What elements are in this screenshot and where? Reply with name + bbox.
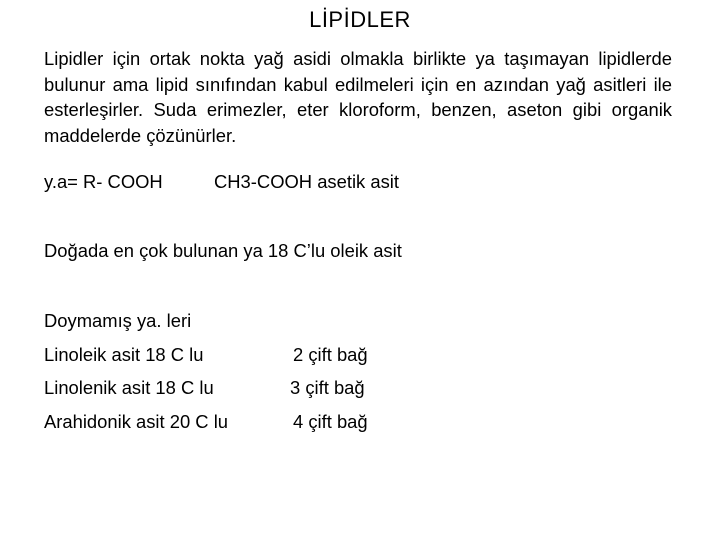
intro-paragraph: Lipidler için ortak nokta yağ asidi olmakla birlikte ya taşımayan lipidlerde bulunur ama lipid sınıfından kabul edilmeleri için en azından yağ asitleri ile esterleşirler. Suda erimezler, eter kloroform, benzen, aseton gibi organik maddelerde çözünürler. xyxy=(44,48,672,146)
fatty-acid-name: Arahidonik asit 20 C lu xyxy=(44,411,229,432)
fatty-acid-row xyxy=(44,343,368,367)
general-formula: y.a= R- COOH xyxy=(44,171,163,192)
fatty-acid-row xyxy=(44,410,368,434)
formula-line xyxy=(44,170,399,194)
double-bond-count: 2 çift bağ xyxy=(293,344,368,365)
fatty-acid-row xyxy=(44,376,365,400)
slide-body xyxy=(44,46,672,432)
double-bond-count: 4 çift bağ xyxy=(293,411,368,432)
slide-title: LİPİDLER xyxy=(309,7,411,32)
double-bond-count: 3 çift bağ xyxy=(290,377,365,398)
fatty-acid-name: Linolenik asit 18 C lu xyxy=(44,377,214,398)
common-fatty-acid: Doğada en çok bulunan ya 18 C’lu oleik asit xyxy=(44,240,402,261)
unsaturated-heading: Doymamış ya. leri xyxy=(44,310,192,331)
fatty-acid-name: Linoleik asit 18 C lu xyxy=(44,344,204,365)
formula-example: CH3-COOH asetik asit xyxy=(214,171,399,192)
